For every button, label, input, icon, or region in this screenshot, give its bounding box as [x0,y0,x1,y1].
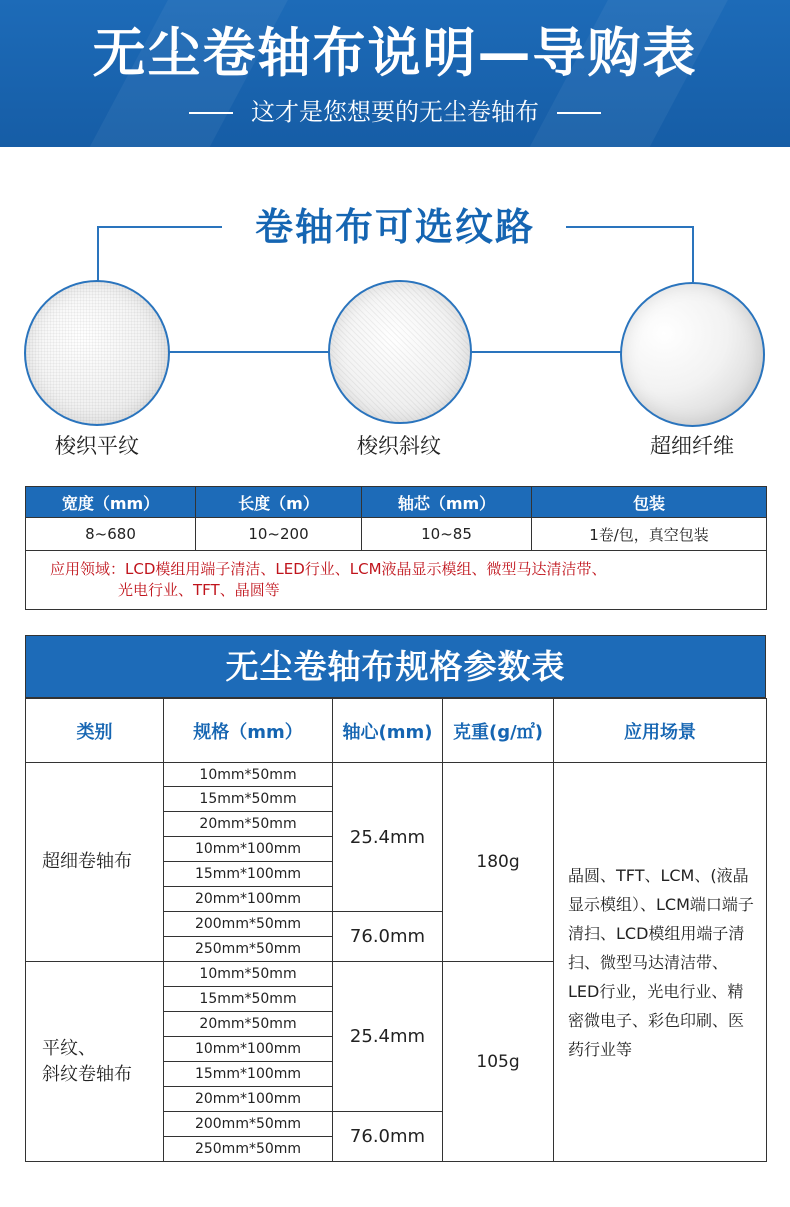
table-row [26,763,767,787]
header-banner [0,0,790,147]
size-cell: 200mm*50mm [164,1112,333,1137]
spec-summary-header-row [26,487,767,518]
size-cell: 20mm*50mm [164,812,333,837]
size-cell: 20mm*50mm [164,1012,333,1037]
size-cell: 15mm*100mm [164,1062,333,1087]
size-cell: 20mm*100mm [164,887,333,912]
connector-line [168,351,330,353]
plain-weave-swatch [24,280,170,426]
connector-line [692,226,694,282]
banner-subtitle [0,96,790,128]
connector-line [97,226,222,228]
core-cell: 76.0mm [333,912,443,962]
size-cell: 250mm*50mm [164,937,333,962]
applications-line-2: 光电行业、TFT、晶圆等 [118,581,280,599]
spec-summary-table [25,486,767,610]
param-header-row [26,699,767,763]
category-line-1: 平纹、 [42,1037,96,1059]
twill-weave-label: 梭织斜纹 [357,434,441,458]
header-core: 轴心(mm) [333,699,443,763]
banner-title: 无尘卷轴布说明—导购表 [92,23,698,84]
header-core: 轴芯（mm） [362,487,532,518]
header-width: 宽度（mm） [26,487,196,518]
size-cell: 15mm*100mm [164,862,333,887]
spec-summary-applications-row [26,551,767,610]
connector-line [97,226,99,282]
size-cell: 10mm*100mm [164,1037,333,1062]
category-plain-twill [26,962,164,1162]
applications-text [26,551,767,610]
core-cell: 25.4mm [333,962,443,1112]
applications-line-1: 应用领域：LCD模组用端子清洁、LED行业、LCM液晶显示模组、微型马达清洁带、 [50,560,607,578]
size-cell: 15mm*50mm [164,987,333,1012]
header-category: 类别 [26,699,164,763]
size-cell: 250mm*50mm [164,1137,333,1162]
weave-section-title: 卷轴布可选纹路 [254,205,535,249]
size-cell: 10mm*50mm [164,763,333,787]
weight-cell: 105g [443,962,554,1162]
size-cell: 20mm*100mm [164,1087,333,1112]
value-packaging: 1卷/包，真空包装 [532,518,767,551]
header-size: 规格（mm） [164,699,333,763]
param-table [25,698,767,1162]
value-width: 8~680 [26,518,196,551]
weight-cell: 180g [443,763,554,962]
value-core: 10~85 [362,518,532,551]
size-cell: 15mm*50mm [164,787,333,812]
category-microfiber: 超细卷轴布 [26,763,164,962]
microfiber-label: 超细纤维 [650,434,734,458]
size-cell: 200mm*50mm [164,912,333,937]
twill-weave-swatch [328,280,472,424]
core-cell: 25.4mm [333,763,443,912]
header-weight: 克重(g/㎡) [443,699,554,763]
banner-subtitle-text: 这才是您想要的无尘卷轴布 [251,98,539,126]
category-line-2: 斜纹卷轴布 [42,1063,132,1085]
param-table-title: 无尘卷轴布规格参数表 [25,635,766,698]
header-usage: 应用场景 [554,699,767,763]
header-packaging: 包装 [532,487,767,518]
size-cell: 10mm*100mm [164,837,333,862]
microfiber-swatch [620,282,765,427]
plain-weave-label: 梭织平纹 [55,434,139,458]
connector-line [470,351,622,353]
subtitle-dash-left [189,112,233,114]
header-length: 长度（m） [196,487,362,518]
value-length: 10~200 [196,518,362,551]
usage-cell: 晶圆、TFT、LCM、(液晶显示模组）、LCM端口端子清扫、LCD模组用端子清扫、微型马达清洁带、LED行业，光电行业、精密微电子、彩色印刷、医药行业等 [554,763,767,1162]
spec-summary-value-row [26,518,767,551]
size-cell: 10mm*50mm [164,962,333,987]
connector-line [566,226,693,228]
core-cell: 76.0mm [333,1112,443,1162]
subtitle-dash-right [557,112,601,114]
